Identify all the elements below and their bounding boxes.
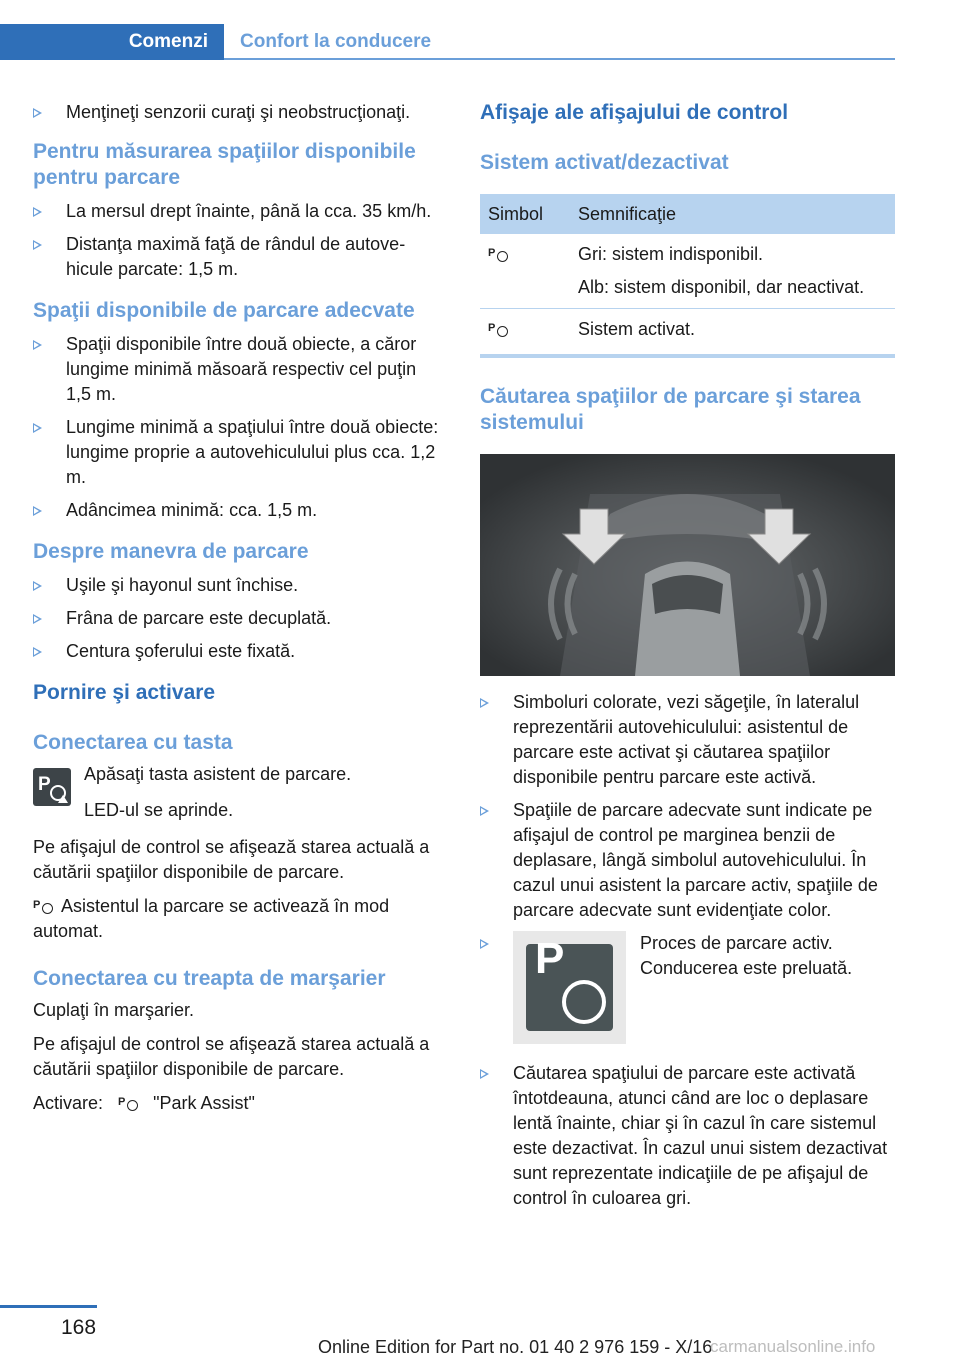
list-item: Spaţiile de parcare adecvate sunt indicate pe afişajul de control pe marginea benzii de deplasare, lângă simbolul autovehiculului. În cazul unui asistent la parcare activ, spaţiile de parcare adecvate sunt evidenţiate color.	[480, 798, 895, 923]
chapter-tabs	[0, 24, 895, 62]
list-item: Uşile şi hayonul sunt închise.	[33, 573, 446, 598]
parking-search-image	[480, 454, 895, 676]
heading-system: Sistem activat/dezactivat	[480, 151, 729, 174]
list-item: Lungime minimă a spaţiului între două obiecte: lungime proprie a autovehiculului plus cca. 1,2 m.	[33, 415, 446, 490]
triangle-bullet-icon	[480, 1069, 489, 1079]
triangle-bullet-icon	[33, 240, 42, 250]
parking-active-large-icon: P	[513, 931, 626, 1044]
list-item: Căutarea spaţiului de parcare este activată întotdeauna, atunci când are loc o deplasare lentă înainte, chiar şi în cazul în care sistemul este dezactivat. În cazul unui sistem dezactivat sunt reprezentate indicaţiile de pe afişajul de control în culoarea gri.	[480, 1061, 895, 1211]
engage-reverse-text: Cuplaţi în marşarier.	[33, 1000, 195, 1020]
list-item: La mersul drept înainte, până la cca. 35 km/h.	[33, 199, 446, 224]
park-assist-active-symbol-icon: P	[488, 319, 512, 339]
led-text: LED-ul se aprinde.	[84, 800, 234, 820]
tab-underline	[224, 58, 895, 60]
list-item: Centura şoferului este fixată.	[33, 639, 446, 664]
display-status-text-2: Pe afişajul de control se afişează starea actuală a căutării spaţiilor disponibile de parcare.	[33, 1034, 430, 1079]
triangle-bullet-icon	[480, 939, 489, 949]
triangle-bullet-icon	[33, 506, 42, 516]
triangle-bullet-icon	[33, 340, 42, 350]
measure-list	[33, 199, 446, 282]
key-instruction	[33, 762, 446, 823]
table-row: P Gri: sistem indisponibil. Alb: sistem disponibil, dar neactivat.	[480, 234, 895, 309]
park-assist-symbol-icon: P	[118, 1093, 142, 1113]
activation-text: Activare: P "Park Assist"	[33, 1093, 255, 1113]
heading-button: Conectarea cu tasta	[33, 731, 233, 754]
heading-maneuver: Despre manevra de parcare	[33, 540, 309, 563]
heading-measure: Pentru măsurarea spaţiilor disponibile pentru parcare	[33, 140, 416, 189]
tab-comenzi[interactable]: Comenzi	[0, 24, 224, 60]
right-column	[480, 100, 895, 1219]
parking-display-illustration	[480, 454, 895, 676]
park-assist-key-icon: P	[33, 768, 71, 806]
symbol-table	[480, 194, 895, 358]
page-number: 168	[61, 1316, 97, 1339]
table-row: P Sistem activat.	[480, 309, 895, 357]
press-key-text: Apăsaţi tasta asistent de parcare.	[84, 764, 352, 784]
status-list	[480, 690, 895, 1211]
table-header-symbol: Simbol	[480, 194, 570, 234]
heading-search: Căutarea spaţiilor de parcare şi starea sistemului	[480, 385, 861, 434]
heading-reverse: Conectarea cu treapta de marşarier	[33, 967, 386, 990]
footer-line	[0, 1305, 97, 1308]
list-item: Distanţa maximă faţă de rândul de autovehicule parcate: 1,5 m.	[33, 232, 446, 282]
table-header-meaning: Semnificaţie	[570, 194, 895, 234]
triangle-bullet-icon	[33, 581, 42, 591]
left-column	[33, 100, 446, 1116]
auto-activate-text: P Asistentul la parcare se activează în mod automat.	[33, 896, 390, 941]
spaces-list	[33, 332, 446, 523]
list-item: Simboluri colorate, vezi săgeţile, în lateralul reprezentării autovehiculului: asistentul de parcare este activat şi căutarea spaţiilor disponibile pentru parcare este activă.	[480, 690, 895, 790]
triangle-bullet-icon	[33, 647, 42, 657]
list-item: P Proces de parcare activ. Conducerea este preluată.	[480, 931, 895, 1047]
display-status-text: Pe afişajul de control se afişează starea actuală a căutării spaţiilor disponibile de parcare.	[33, 837, 430, 882]
park-assist-symbol-icon: P	[488, 244, 512, 264]
list-item: Spaţii disponibile între două obiecte, a căror lungime minimă măsoară respectiv cel puţin 1,5 m.	[33, 332, 446, 407]
sensor-list	[33, 100, 446, 125]
heading-start: Pornire şi activare	[33, 681, 216, 704]
heading-displays: Afişaje ale afişajului de control	[480, 101, 789, 124]
park-assist-symbol-icon: P	[33, 896, 57, 916]
watermark: carmanualsonline.info	[710, 1337, 876, 1356]
edition-text: Online Edition for Part no. 01 40 2 976 159 - X/16	[318, 1337, 713, 1357]
triangle-bullet-icon	[33, 207, 42, 217]
triangle-bullet-icon	[480, 698, 489, 708]
triangle-bullet-icon	[480, 806, 489, 816]
list-item: Frâna de parcare este decuplată.	[33, 606, 446, 631]
tab-confort-la-conducere[interactable]: Confort la conducere	[240, 31, 432, 52]
list-item: Menţineţi senzorii curaţi şi neobstrucţionaţi.	[33, 100, 446, 125]
heading-spaces: Spaţii disponibile de parcare adecvate	[33, 299, 415, 322]
maneuver-list	[33, 573, 446, 664]
triangle-bullet-icon	[33, 423, 42, 433]
triangle-bullet-icon	[33, 614, 42, 624]
list-item: Adâncimea minimă: cca. 1,5 m.	[33, 498, 446, 523]
triangle-bullet-icon	[33, 108, 42, 118]
